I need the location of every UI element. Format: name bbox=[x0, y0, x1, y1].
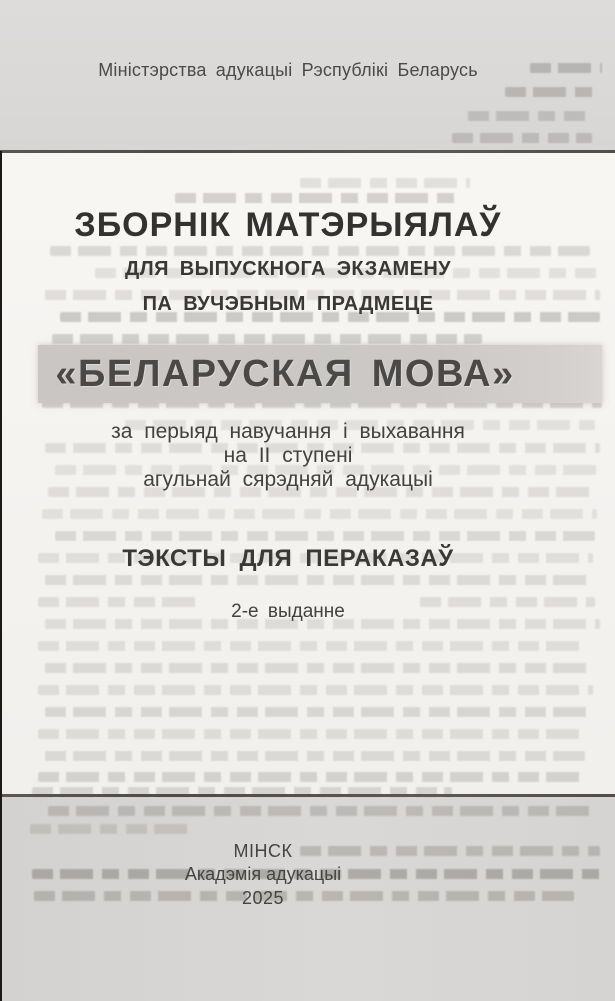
subtitle-line-3: агульнай сярэдняй адукацыі bbox=[143, 468, 433, 491]
imprint-publisher: Акадэмія адукацыі bbox=[184, 864, 342, 884]
imprint-city: МІНСК bbox=[233, 841, 293, 861]
book-title-line-2: ДЛЯ ВЫПУСКНОГА ЭКЗАМЕНУ bbox=[124, 258, 452, 280]
subtitle-line-2: на II ступені bbox=[223, 444, 353, 467]
book-title-line-3: ПА ВУЧЭБНЫМ ПРАДМЕЦЕ bbox=[142, 293, 434, 315]
subject-title: «БЕЛАРУСКАЯ МОВА» bbox=[55, 352, 515, 395]
ministry-line: Міністэрства адукацыі Рэспублікі Беларусь bbox=[98, 60, 478, 80]
subject-highlight-band bbox=[38, 345, 602, 403]
subtitle-line-1: за перыяд навучання і выхавання bbox=[111, 420, 465, 443]
edition-note: 2-е выданне bbox=[231, 601, 345, 622]
scan-edge-strip bbox=[0, 151, 2, 1001]
section-title: ТЭКСТЫ ДЛЯ ПЕРАКАЗАЎ bbox=[122, 545, 454, 572]
imprint-year: 2025 bbox=[241, 888, 285, 908]
book-title-line-1: ЗБОРНІК МАТЭРЫЯЛАЎ bbox=[74, 206, 502, 244]
bottom-rule bbox=[0, 794, 615, 797]
top-rule bbox=[0, 150, 615, 153]
